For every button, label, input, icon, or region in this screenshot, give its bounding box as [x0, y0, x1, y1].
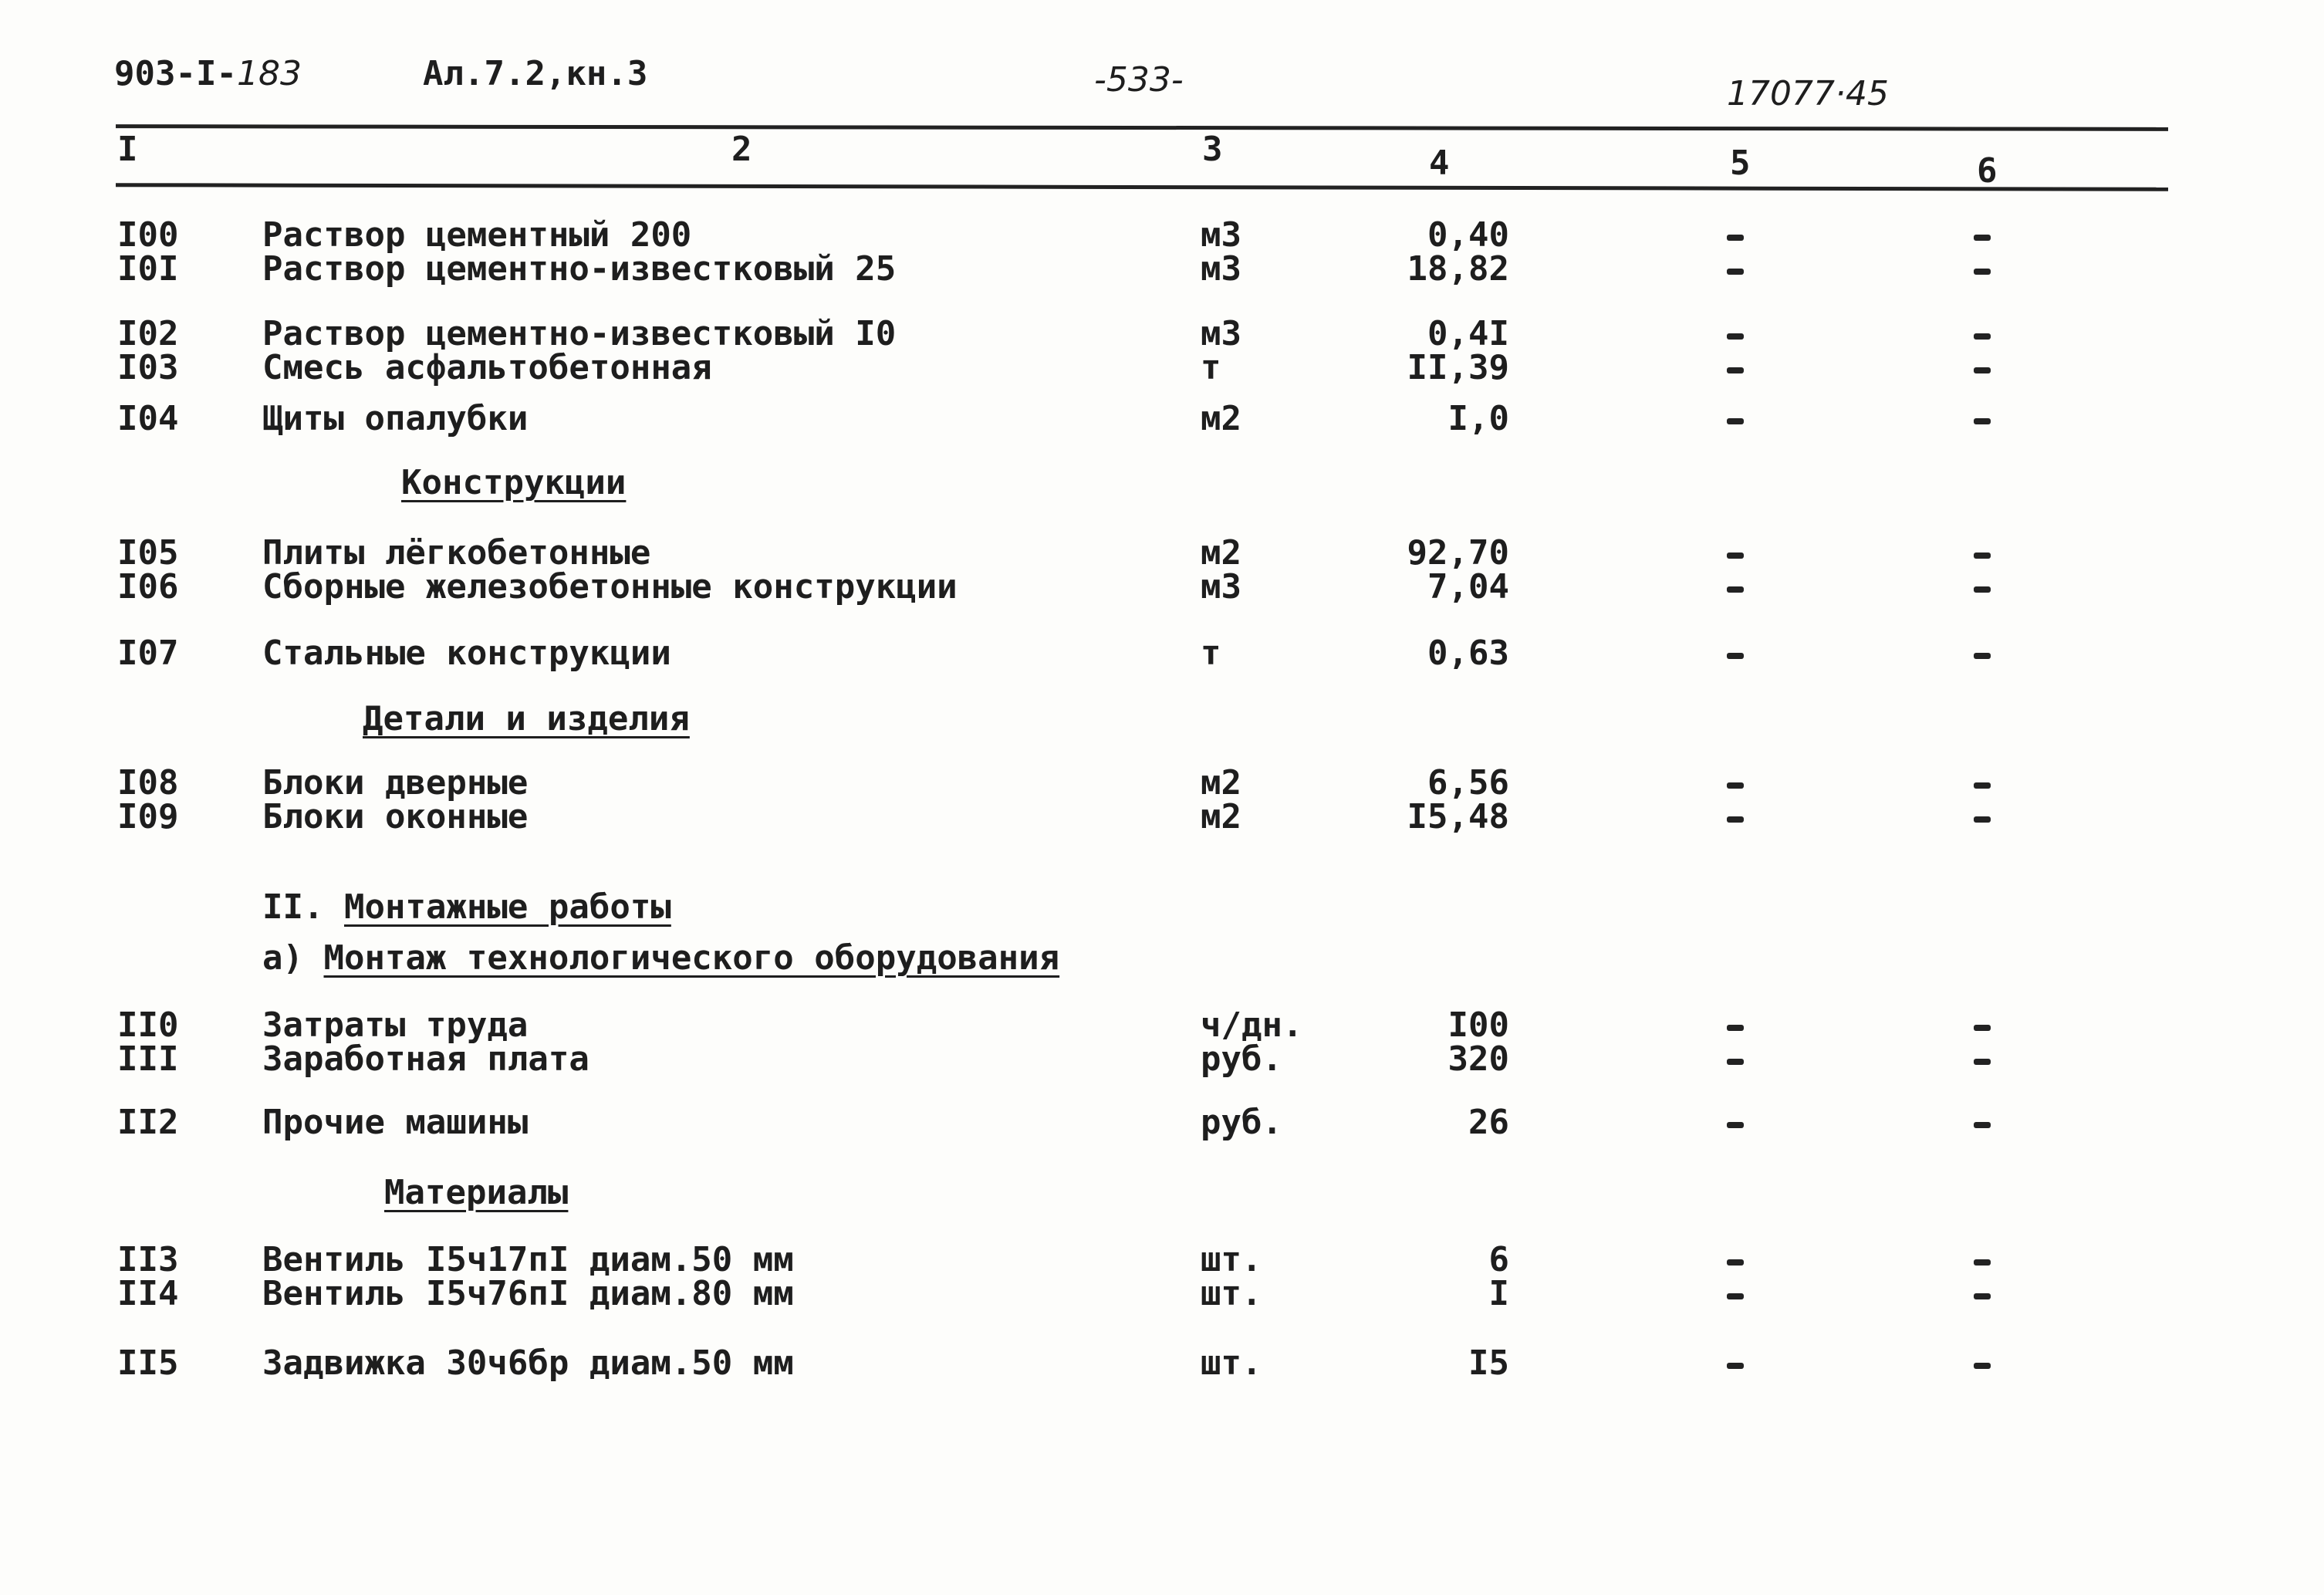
row-col6-dash [1974, 1242, 2005, 1278]
row-unit: м3 [1201, 215, 1241, 255]
col-header-4: 4 [1429, 144, 1450, 183]
row-quantity: 0,63 [1427, 634, 1509, 673]
col-header-3: 3 [1202, 130, 1223, 169]
row-unit: м3 [1201, 314, 1241, 353]
row-col6-dash [1974, 401, 2005, 437]
row-col5-dash [1727, 1276, 1758, 1312]
row-col6-dash [1974, 536, 2005, 571]
row-col6-dash [1974, 765, 2005, 801]
row-col5-dash [1727, 401, 1758, 437]
row-number: I0I [117, 249, 179, 289]
table-header-rule [116, 183, 2168, 191]
row-name: Вентиль I5ч17пI диам.50 мм [262, 1240, 794, 1279]
row-unit: шт. [1201, 1240, 1262, 1279]
row-unit: т [1201, 348, 1221, 387]
row-number: I03 [117, 348, 179, 387]
row-col6-dash [1974, 316, 2005, 352]
row-unit: шт. [1201, 1274, 1262, 1313]
row-unit: руб. [1201, 1103, 1282, 1142]
row-number: II5 [117, 1343, 179, 1383]
row-unit: м2 [1201, 533, 1241, 573]
row-name: Прочие машины [262, 1103, 529, 1142]
row-number: III [117, 1039, 179, 1079]
row-name: Раствор цементно-известковый I0 [262, 314, 897, 353]
row-number: II2 [117, 1103, 179, 1142]
row-col6-dash [1974, 252, 2005, 287]
row-name: Раствор цементно-известковый 25 [262, 249, 897, 289]
row-col6-dash [1974, 569, 2005, 605]
row-quantity: I [1488, 1274, 1509, 1313]
row-name: Раствор цементный 200 [262, 215, 692, 255]
row-unit: шт. [1201, 1343, 1262, 1383]
row-name: Стальные конструкции [262, 634, 671, 673]
section-materials: Материалы [384, 1173, 569, 1212]
doc-code-prefix: 903-I- [114, 54, 237, 93]
row-number: II0 [117, 1005, 179, 1045]
col-header-1: I [117, 130, 138, 169]
row-quantity: I,0 [1447, 399, 1509, 438]
row-number: II3 [117, 1240, 179, 1279]
row-col6-dash [1974, 1276, 2005, 1312]
row-col5-dash [1727, 1242, 1758, 1278]
row-col5-dash [1727, 799, 1758, 835]
row-number: I07 [117, 634, 179, 673]
row-col6-dash [1974, 1042, 2005, 1077]
row-unit: м3 [1201, 249, 1241, 289]
row-col5-dash [1727, 316, 1758, 352]
row-quantity: 26 [1468, 1103, 1509, 1142]
row-quantity: I00 [1447, 1005, 1509, 1045]
row-col5-dash [1727, 1105, 1758, 1140]
row-col6-dash [1974, 350, 2005, 386]
row-name: Блоки оконные [262, 797, 529, 836]
row-col5-dash [1727, 1042, 1758, 1077]
page-number: -533- [1094, 60, 1184, 100]
row-quantity: 92,70 [1407, 533, 1509, 573]
row-name: Смесь асфальтобетонная [262, 348, 712, 387]
section-details: Детали и изделия [363, 699, 690, 738]
row-name: Заработная плата [262, 1039, 589, 1079]
row-unit: м2 [1201, 797, 1241, 836]
row-col5-dash [1727, 1008, 1758, 1043]
row-number: I00 [117, 215, 179, 255]
row-col5-dash [1727, 1346, 1758, 1381]
row-number: I06 [117, 567, 179, 607]
row-col6-dash [1974, 1008, 2005, 1043]
row-unit: м2 [1201, 399, 1241, 438]
row-col5-dash [1727, 218, 1758, 253]
row-col5-dash [1727, 569, 1758, 605]
row-name: Затраты труда [262, 1005, 529, 1045]
row-number: I04 [117, 399, 179, 438]
row-col6-dash [1974, 636, 2005, 671]
row-number: II4 [117, 1274, 179, 1313]
doc-code-hand: 183 [236, 54, 302, 93]
row-col6-dash [1974, 218, 2005, 253]
row-quantity: I5 [1468, 1343, 1509, 1383]
row-quantity: 0,4I [1427, 314, 1509, 353]
row-quantity: 6 [1488, 1240, 1509, 1279]
row-quantity: 0,40 [1427, 215, 1509, 255]
row-col5-dash [1727, 765, 1758, 801]
row-quantity: II,39 [1407, 348, 1509, 387]
album-label: Ал.7.2,кн.3 [423, 54, 648, 93]
row-unit: м3 [1201, 567, 1241, 607]
row-name: Щиты опалубки [262, 399, 529, 438]
row-number: I05 [117, 533, 179, 573]
section-constructions: Конструкции [401, 463, 627, 502]
row-name: Сборные железобетонные конструкции [262, 567, 958, 607]
row-col6-dash [1974, 799, 2005, 835]
row-name: Блоки дверные [262, 763, 529, 803]
row-unit: руб. [1201, 1039, 1282, 1079]
row-unit: м2 [1201, 763, 1241, 803]
doc-code [114, 54, 302, 93]
row-col5-dash [1727, 636, 1758, 671]
row-col5-dash [1727, 536, 1758, 571]
row-name: Задвижка 30ч6бр диам.50 мм [262, 1343, 794, 1383]
table-top-rule [116, 124, 2168, 131]
row-quantity: 7,04 [1427, 567, 1509, 607]
row-col6-dash [1974, 1346, 2005, 1381]
row-number: I02 [117, 314, 179, 353]
row-number: I09 [117, 797, 179, 836]
row-unit: т [1201, 634, 1221, 673]
section-mounting: II. Монтажные работы [262, 887, 671, 927]
col-header-6: 6 [1977, 151, 1998, 191]
row-quantity: I5,48 [1407, 797, 1509, 836]
row-name: Плиты лёгкобетонные [262, 533, 651, 573]
row-name: Вентиль I5ч76пI диам.80 мм [262, 1274, 794, 1313]
row-unit: ч/дн. [1201, 1005, 1303, 1045]
row-quantity: 18,82 [1407, 249, 1509, 289]
col-header-5: 5 [1730, 144, 1751, 183]
row-col5-dash [1727, 350, 1758, 386]
section-equipment: а) Монтаж технологического оборудования [262, 938, 1060, 978]
ref-number: 17077·45 [1727, 74, 1889, 113]
row-col5-dash [1727, 252, 1758, 287]
row-quantity: 6,56 [1427, 763, 1509, 803]
row-quantity: 320 [1447, 1039, 1509, 1079]
col-header-2: 2 [731, 130, 752, 169]
row-number: I08 [117, 763, 179, 803]
row-col6-dash [1974, 1105, 2005, 1140]
